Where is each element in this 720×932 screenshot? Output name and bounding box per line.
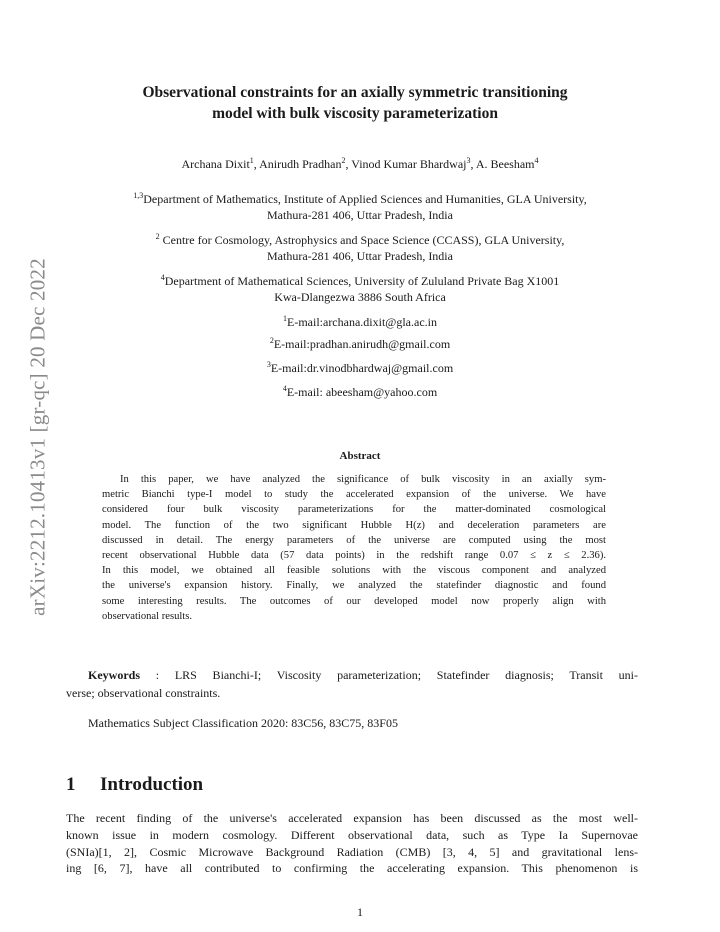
email-text: E-mail:dr.vinodbhardwaj@gmail.com [270,361,454,375]
email [60,360,660,376]
affiliation-line: Mathura-281 406, Uttar Pradesh, India [267,208,453,222]
email-sup: 2 [269,336,274,345]
affiliation-line: Department of Mathematics, Institute of Applied Sciences and Humanities, GLA University, [143,192,587,206]
email-sup: 1 [283,314,287,323]
email [60,336,660,352]
subject-classification: Mathematics Subject Classification 2020: 83C56, 83C75, 83F05 [88,716,398,730]
author-sup: 1 [249,156,254,165]
affiliation-line: Centre for Cosmology, Astrophysics and Space Science (CCASS), GLA University, [159,233,565,247]
email-text: E-mail:pradhan.anirudh@gmail.com [273,337,451,351]
section-number: 1 [66,774,76,795]
author-sup: 2 [341,156,346,165]
email [60,314,660,330]
abstract-line: model. The function of the two significant Hubble H(z) and deceleration parameters are [102,519,606,531]
author-name: Vinod Kumar Bhardwaj [351,157,467,171]
intro-line: (SNIa)[1, 2], Cosmic Microwave Background Radiation (CMB) [3, 4, 5] and gravitational lens- [66,844,638,859]
abstract-line: some interesting results. The outcomes of our developed model now properly align with [102,595,606,607]
abstract-line: considered four bulk viscosity parameterizations for the matter-dominated cosmological [102,504,606,516]
abstract-heading: Abstract [339,450,381,462]
affiliation-line: Department of Mathematical Sciences, University of Zululand Private Bag X1001 [164,274,560,288]
abstract-line: metric Bianchi type-I model to study the accelerated expansion of the universe. We have [102,489,606,501]
affiliation-line: Mathura-281 406, Uttar Pradesh, India [267,249,453,263]
section-heading [66,774,203,796]
keywords-label: Keywords [88,668,140,682]
email-sup: 4 [282,384,287,393]
author-list: Archana Dixit$^1$, Anirudh Pradhan$^2$, Vinod Kumar Bhardwaj$^3$, A. Beesham$^4$ [181,156,539,171]
abstract-line: recent observational Hubble data (57 data points) in the redshift range 0.07 ≤ z ≤ 2.36). [102,550,606,562]
keywords [66,666,638,702]
affiliation [60,232,660,264]
email-text: E-mail: abeesham@yahoo.com [286,385,438,399]
intro-line: known issue in modern cosmology. Different observational data, such as Type Ia Supernovae [66,827,638,842]
section-title: Introduction [100,774,204,795]
affiliation-sup: 2 [155,232,160,241]
affiliation [60,273,660,305]
arxiv-identifier: arXiv:2212.10413v1 [gr-qc] 20 Dec 2022 [25,258,50,616]
author-sup: 4 [534,156,539,165]
affiliation-sup: 1,3 [133,191,144,200]
author-sup: 3 [466,156,471,165]
abstract-line: In this paper, we have analyzed the significance of bulk viscosity in an axially sym- [120,474,606,485]
page-number: 1 [357,905,363,919]
email-sup: 3 [266,360,271,369]
author-name: Archana Dixit [181,157,250,171]
abstract-line: observational results. [102,610,193,622]
keywords-text: : LRS Bianchi-I; Viscosity parameterization; Statefinder diagnosis; Transit uni- [140,668,638,682]
abstract-line: In this model, we obtained all feasible solutions with the viscous component and analyzed [102,565,606,577]
paper-title [70,82,640,124]
title-line: Observational constraints for an axially symmetric transitioning [142,84,568,101]
intro-line: ing [6, 7], have all contributed to confirming the accelerating expansion. This phenomenon is [66,861,638,876]
author-name: Anirudh Pradhan [259,157,342,171]
affiliation [60,191,660,223]
intro-line: The recent finding of the universe's accelerated expansion has been discussed as the most well- [66,811,638,825]
introduction-text [66,810,638,877]
abstract-body [102,472,606,624]
title-line: model with bulk viscosity parameterization [212,105,498,122]
email-text: E-mail:archana.dixit@gla.ac.in [287,315,437,329]
author-name: A. Beesham [475,157,535,171]
affiliation-sup: 4 [160,273,165,282]
abstract-line: discussed in detail. The energy parameters of the universe are computed using the most [102,534,606,546]
email [60,384,660,400]
abstract-line: the universe's expansion history. Finally, we analyzed the statefinder diagnostic and found [102,580,606,592]
affiliation-line: Kwa-Dlangezwa 3886 South Africa [274,290,446,304]
keywords-text: verse; observational constraints. [66,686,221,700]
